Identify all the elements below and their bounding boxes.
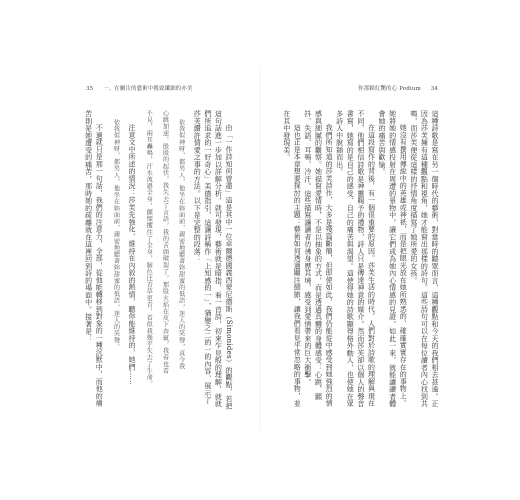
paragraph: 這也正是本章想要探討的主題：藝術如何透過關注細節，讓我們看見平常忽略的事物，並在其中發現美。 (282, 110, 302, 407)
right-running-header (358, 84, 438, 92)
paragraph: 注意文中所述的情況：莎芙先強化，維持在內敘的熱情，聽你能維持的，她們…… (128, 124, 137, 385)
block-quote (143, 110, 186, 410)
quote-line: 心跳加速。殷殷的起伏，我失去了言語，我的舌頭破裂了，那股火焰在皮下奔竄，我看也看 (161, 110, 169, 374)
paragraph: 這種詩歌是寫在另一個時代的藝術，對當時的聽眾而言，這種觀點和今天的我們相去甚遠。正因為莎芙擁有這種觀點和視角，她才能寫出那樣的詩句。這些詩句可以在每位讀者內心找到共鳴，而莎芙便從這樣的抒情角度描寫了她所愛的女孩。 (409, 110, 439, 408)
paragraph: 由「一作詩知何曾盡」這是其中一位卓爾德國義西蒙尼德斯（Simonides）的觀點，若把這句話進一步加以詳解分析，就可發現，藝術就是暗指，看一首詩，初來乍見般的理解，就就們所追求的一好奇心」美德指引，這讓詩稱作「上知感的一」，猶變之二的一的內容，展示了莎芙讚許情愛之事的方法。以下是完整的段落： (193, 110, 233, 410)
quote-line: 依我似神呀，都男人，他坐在妳面前，親密地聽著妳甜蜜的低語，迷人的笑聲，真令我 (177, 119, 185, 371)
left-body-text (82, 110, 234, 410)
quote-line: 依我似神呀，都男人，他坐在妳面前，親密地聽著妳甜蜜的低語，迷人的笑聲。 (112, 119, 120, 351)
left-running-header (86, 84, 193, 92)
right-page (260, 0, 520, 500)
right-body-text (280, 110, 440, 410)
right-page-number: 34 (430, 86, 438, 92)
paragraph: 她沒有撰用傳說中的英雄或神祇，而是把眼光放在她所熟悉的、確確實實存在的事物上。她將她的情感投射在周遭的景物中，讓它們成為她內心情感的見證，如此一來，就能讓讀者體會她的痛苦與歡愉。 (378, 110, 408, 408)
left-running-head: 一、在關注的藝術中獲致纖細的亦美 (103, 86, 193, 92)
paragraph: 不過就只是那一句話，我們的注意力，全部，從他能轉移到對象的一種沉默中，而他的痛苦則是她遭受的痛苦，那時她的疏離就在這裡回到詩的場面中。接著是： (84, 110, 104, 407)
paragraph: 我們所知道的莎芙詩作，大多是殘篇斷簡，但即使如此，我們仍能從中感受到她強烈的情感與細膩的觀察。她描寫愛情時，不是以抽象的方式，而是透過具體的身體感受：心跳、顫抖、失語、耳鳴、冷汗。這些描寫讓讀者彷彿身歷其境，感受到愛情帶來的巨大衝擊。 (303, 110, 334, 407)
block-quote (110, 110, 120, 410)
quote-line: 不見，兩耳轟鳴，汗水流過全身，顫慄攫住了全身，臉色比青草更青，看似我幾乎失去了生命。 (145, 110, 153, 388)
right-running-head: 你那顆紅艷的心 Podium (358, 86, 421, 92)
left-page-number: 35 (86, 86, 94, 92)
paragraph: 在這段寫作的背後，有一個很重要的原因。莎芙生活的時代，人們對於詩歌的理解與現在不同，他們相信詩歌是神靈賜予的禮物，詩人只是傳達神意的媒介。然而莎芙卻以個人的聲音書寫，她寫的是自己的感受、自己的痛苦與渴望。這使得她的詩歌顯得格外動人，也使她在眾多詩人中脫穎而出。 (335, 110, 376, 408)
